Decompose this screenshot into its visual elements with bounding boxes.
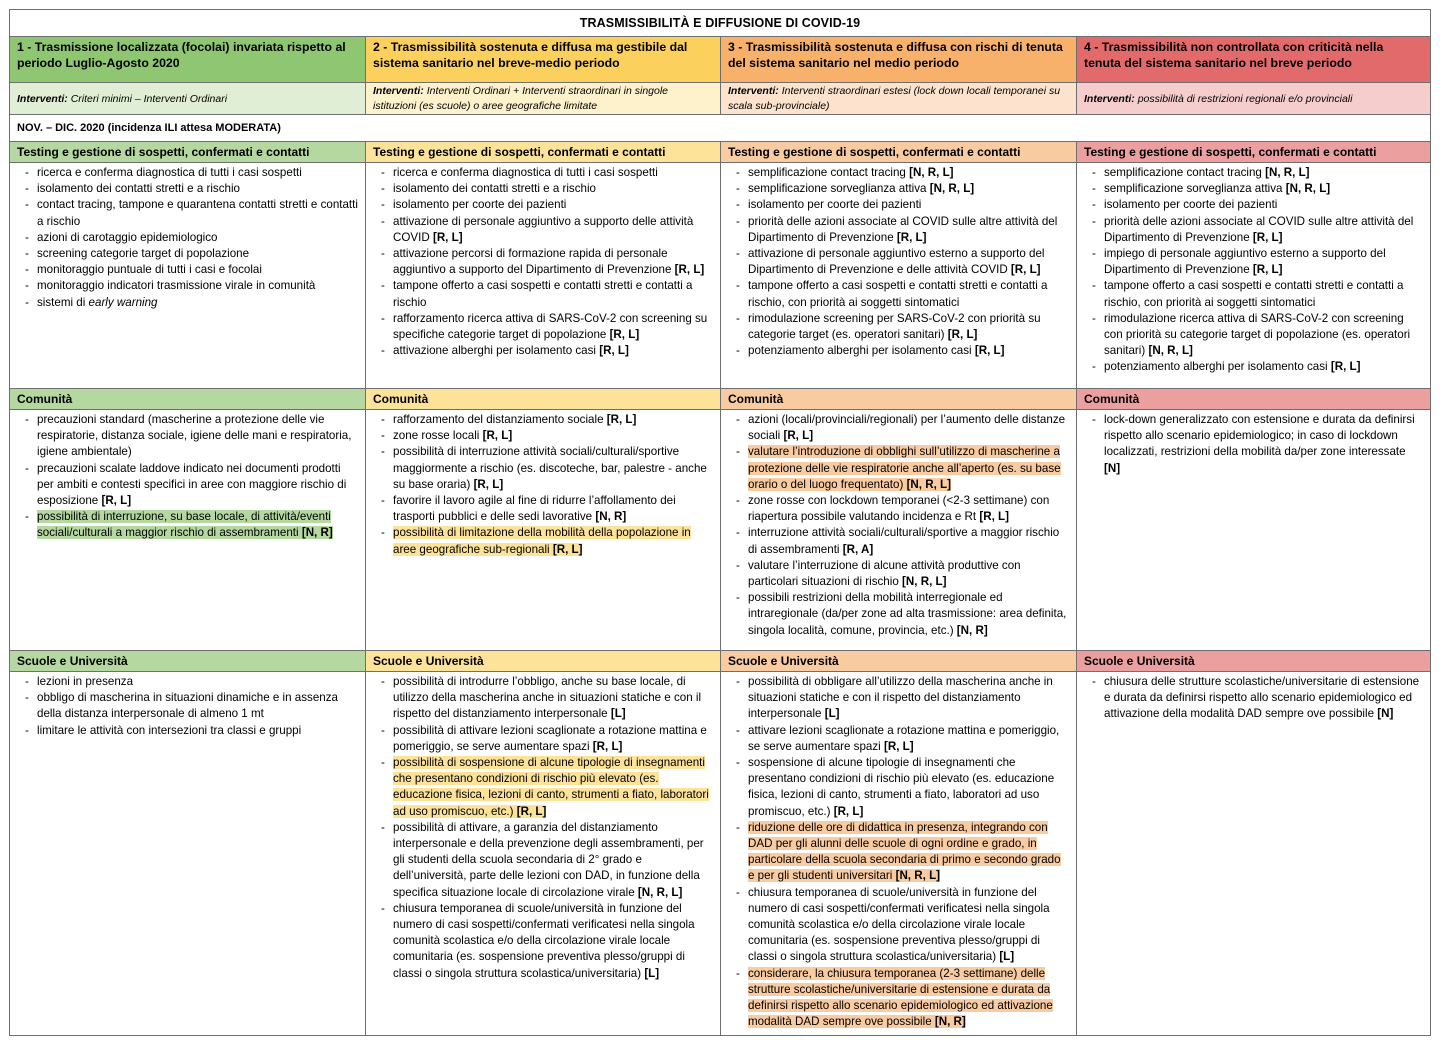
measure-item [733,820,1070,885]
measure-description: attivare lezioni scaglionate a rotazione mattina e pomeriggio, se serve aumentare spazi [748,723,1060,753]
measure-text [748,344,1004,357]
measure-item [378,755,714,820]
interventions-row [10,83,1430,115]
measures-list [721,410,1076,639]
competence-tag: [R, L] [552,542,583,556]
measure-text [748,967,1053,1029]
measure-description: ricerca e conferma diagnostica di tutti i casi sospetti [393,166,658,179]
measure-description: rafforzamento del distanziamento sociale [393,413,607,426]
competence-tag: [R, L] [432,230,463,244]
measure-text [37,413,351,458]
measure-text [393,166,658,179]
competence-tag: [N, R] [956,623,988,637]
competence-tag: [N, R] [595,510,627,524]
measure-text [393,279,692,308]
measure-text [37,691,338,720]
measures-list [366,410,720,558]
measure-text [748,312,1041,341]
measure-item [22,181,359,197]
measure-item [22,230,359,246]
competence-tag: [R, L] [979,510,1009,524]
measure-description: tampone offerto a casi sospetti e contatti stretti e contatti a rischio, con priorità ai soggetti sintomatici [1104,279,1404,309]
competence-tag: [N, R, L] [637,885,683,899]
measure-item [378,493,714,525]
measure-text [37,724,301,737]
measure-description: possibilità di sospensione di alcune tipologie di insegnamenti che presentano condizioni di rischio più elevato (es. educazione fisica, lezioni di canto, strumenti a fiato, laboratori ad uso promiscuo, etc.) [393,756,709,818]
competence-tag: [N, R] [934,1015,966,1029]
measure-item [378,197,714,213]
section-body-row-testing [10,163,1430,389]
measure-item [733,590,1070,639]
measure-description: possibili restrizioni della mobilità interregionale ed intraregionale (da/per zone ad alta trasmissione: area definita, singola località, comune, provincia, etc.) [748,591,1067,637]
measure-text [748,494,1049,523]
section-heading: Comunità [366,389,721,410]
competence-tag: [R, L] [482,429,513,443]
measures-cell [10,410,366,651]
measures-cell [1077,163,1430,389]
measure-text [748,526,1059,555]
measure-text [37,231,217,244]
covid-scenario-table [9,9,1431,1036]
period-label: NOV. – DIC. 2020 (incidenza ILI attesa MODERATA) [10,115,1430,142]
measure-text [748,445,1061,490]
competence-tag: [N, R, L] [906,477,951,491]
measure-description: isolamento per coorte dei pazienti [1104,198,1278,212]
measure-text [393,429,512,442]
measure-description: rimodulazione ricerca attiva di SARS-CoV-2 con screening con priorità su categorie target di popolazione (es. operatori sanitari) [1104,311,1411,358]
measure-item [733,558,1070,590]
measure-description: interruzione attività sociali/culturali/sportive a maggior rischio di assembramenti [748,526,1060,556]
measure-text [1104,360,1360,373]
measure-text [748,724,1059,753]
measure-description: lock-down generalizzato con estensione e durata da definirsi rispetto allo scenario epidemiologico; in caso di lockdown localizzati, restrizioni della mobilità da/per zone interessate [1104,413,1415,459]
scenario-1-interventions [10,83,366,115]
section-body-row-schools [10,672,1430,1036]
measure-item [733,412,1070,444]
measure-item [733,197,1070,213]
measure-description: isolamento dei contatti stretti e a rischio [393,182,596,196]
competence-tag: [R, L] [883,739,914,753]
section-heading: Scuole e Università [1077,651,1430,672]
measure-item [1089,246,1424,278]
competence-tag: [L] [999,950,1015,964]
measures-list [1077,672,1430,723]
measure-text [37,263,262,276]
measure-text [748,166,954,179]
section-heading: Testing e gestione di sospetti, confermati e contatti [366,142,721,163]
competence-tag: [R, L] [674,263,705,277]
measure-text [393,344,629,357]
competence-tag: [R, L] [609,328,640,342]
measure-description: isolamento per coorte dei pazienti [748,198,922,212]
measure-text [393,215,693,244]
measure-description: potenziamento alberghi per isolamento casi [748,344,975,358]
document-title: TRASMISSIBILITÀ E DIFFUSIONE DI COVID-19 [10,10,1430,37]
scenario-3-interventions [721,83,1077,115]
measure-text [748,675,1053,720]
measures-list [1077,410,1430,477]
measure-item [1089,412,1424,477]
measure-text [37,675,133,688]
measure-description: chiusura temporanea di scuole/università in funzione del numero di casi sospetti/confermati verificatesi nella singola comunità scolastica e/o della circolazione virale locale comunitaria (es. sospensione preventiva plesso/gruppi di classi o singola struttura scolastica/universitaria) [748,885,1050,964]
competence-tag: [R, L] [599,344,629,358]
scenario-2-heading: 2 - Trasmissibilità sostenuta e diffusa ma gestibile dal sistema sanitario nel breve-medio periodo [366,37,721,83]
measure-item [22,509,359,541]
measure-text [1104,215,1413,244]
measure-item [378,901,714,982]
measure-description: tampone offerto a casi sospetti e contatti stretti e contatti a rischio [393,279,693,309]
measure-item [733,343,1070,359]
measure-item [378,214,714,246]
measure-description: azioni (locali/provinciali/regionali) per l’aumento delle distanze sociali [748,413,1066,443]
measure-item [22,246,359,262]
measure-text [748,591,1066,636]
measure-item [378,525,714,557]
measure-item [1089,278,1424,310]
measure-item [1089,181,1424,197]
section-heading-row-testing [10,142,1430,163]
measure-item [733,674,1070,723]
measure-description: possibilità di attivare, a garanzia del distanziamento interpersonale e della prevenzione degli assembramenti, per gli studenti della scuola secondaria di 2° grado e dell’università, parte delle lezioni con DAD, in funzione della specifica situazione locale di circolazione virale [393,820,704,899]
measure-description: potenziamento alberghi per isolamento casi [1104,360,1331,374]
measures-cell [1077,672,1430,1036]
measure-item [1089,359,1424,375]
measure-item [1089,311,1424,360]
measure-text [393,821,704,899]
measure-text [748,413,1065,442]
measure-description: attivazione di personale aggiuntivo a supporto delle attività COVID [393,214,694,244]
measure-description: semplificazione contact tracing [748,166,910,179]
measure-item [733,278,1070,310]
measure-description: valutare l’interruzione di alcune attività produttive con particolari situazioni di rischio [748,558,1021,589]
competence-tag: [R, L] [516,804,547,818]
measure-item [378,444,714,493]
measure-text [393,198,566,211]
measure-description: possibilità di interruzione, su base locale, di attività/eventi sociali/culturali a maggior rischio di assembramenti [37,510,331,540]
scenario-2-interventions [366,83,721,115]
competence-tag: [L] [610,707,626,721]
measure-description: attivazione di personale aggiuntivo esterno a supporto del Dipartimento di Prevenzione e delle attività COVID [748,247,1045,277]
competence-tag: [R, L] [101,494,132,508]
measure-description: priorità delle azioni associate al COVID sulle altre attività del Dipartimento di Prevenzione [748,214,1058,244]
competence-tag: [R, L] [1010,263,1041,277]
measure-item [733,723,1070,755]
measure-description: precauzioni scalate laddove indicato nei documenti prodotti per ambiti e contesti specifici in aree con maggiore rischio di esposizione [37,461,347,508]
measure-text [393,902,695,980]
measure-text [748,247,1044,276]
measure-description: contact tracing, tampone e quarantena contatti stretti e contatti a rischio [37,198,358,228]
interventions-text: Interventi straordinari estesi (lock down locali temporanei su scala sub-provinciale) [728,85,1061,112]
measure-text [393,445,707,490]
measure-item [733,181,1070,197]
measure-description: attivazione percorsi di formazione rapida di personale aggiuntivo a supporto del Dipartimento di Prevenzione [393,247,675,277]
scenario-headings-row [10,37,1430,83]
measures-list [366,163,720,359]
measure-item [733,966,1070,1031]
measure-item [22,412,359,461]
period-row [10,115,1430,142]
measure-description: limitare le attività con intersezioni tra classi e gruppi [37,723,302,737]
measure-text [748,559,1021,588]
measure-item [733,311,1070,343]
measure-text [1104,182,1330,195]
measure-description: possibilità di introdurre l’obbligo, anche su base locale, di utilizzo della mascherina anche in situazioni statiche e con il rispetto del distanziamento interpersonale [393,675,702,721]
measure-item [22,262,359,278]
measure-description: rimodulazione screening per SARS-CoV-2 con priorità su categorie target (es. operatori sanitari) [748,311,1041,342]
measure-item [378,820,714,901]
section-heading: Scuole e Università [10,651,366,672]
measure-description: rafforzamento ricerca attiva di SARS-CoV-2 con screening su specifiche categorie target di popolazione [393,311,708,342]
competence-tag: [N, R, L] [902,575,947,589]
measure-item [22,278,359,294]
title-row [10,10,1430,37]
competence-tag: [N] [1377,707,1394,721]
measure-description: valutare l’introduzione di obblighi sull’utilizzo di mascherine a protezione delle vie respiratorie anche all’aperto (es. su base orario o del luogo frequentato) [748,445,1061,491]
measure-description: sistemi di [37,295,89,309]
measures-cell [10,163,366,389]
measures-cell [366,672,721,1036]
measure-text [37,279,315,292]
measure-text [37,510,333,539]
measure-text [37,166,302,179]
measure-description: obbligo di mascherina in situazioni dinamiche e in assenza della distanza interpersonale di almeno 1 mt [37,691,338,721]
measure-description: monitoraggio indicatori trasmissione virale in comunità [37,279,316,293]
measure-description: possibilità di attivare lezioni scaglionate a rotazione mattina e pomeriggio, se serve aumentare spazi [393,723,707,753]
measure-description: favorire il lavoro agile al fine di ridurre l’affollamento dei trasporti pubblici e delle sedi lavorative [393,494,676,524]
measure-text [1104,198,1277,211]
competence-tag: [R, L] [606,413,637,426]
competence-tag: [N, R, L] [929,182,975,196]
measure-text [37,182,240,195]
measures-cell [1077,410,1430,651]
measure-item [378,343,714,359]
section-heading: Scuole e Università [721,651,1077,672]
measure-text [748,886,1050,964]
interventions-text: Interventi Ordinari + Interventi straordinari in singole istituzioni (es scuole) o aree geografiche limitate [373,85,669,112]
measures-list [10,410,365,542]
measure-text [37,247,249,260]
section-heading-row-community [10,389,1430,410]
measure-text [393,182,596,195]
measure-description: priorità delle azioni associate al COVID sulle altre attività del Dipartimento di Prevenzione [1104,214,1414,244]
section-heading: Testing e gestione di sospetti, confermati e contatti [10,142,366,163]
competence-tag: [N, R, L] [1285,182,1331,196]
measure-item [1089,674,1424,723]
measures-list [10,672,365,739]
measure-text [748,215,1057,244]
section-heading-row-schools [10,651,1430,672]
measure-item [1089,165,1424,181]
measure-text [37,462,346,507]
measure-item [378,412,714,428]
section-heading: Comunità [10,389,366,410]
measure-description: possibilità di interruzione attività sociali/culturali/sportive maggiormente a rischio (es. discoteche, bar, palestre - anche su base oraria) [393,445,707,491]
competence-tag: [R, A] [842,542,874,556]
measure-description: riduzione delle ore di didattica in presenza, integrando con DAD per gli alunni delle scuole di ogni ordine e grado, in particolare della scuola secondaria di primo e secondo grado e per gli studenti universitari [748,820,1061,883]
measures-cell [366,410,721,651]
measure-description: precauzioni standard (mascherine a protezione delle vie respiratorie, distanza sociale, igiene delle mani e respiratoria, igiene ambientale) [37,413,352,459]
measure-item [733,444,1070,493]
measure-item [22,165,359,181]
measures-list [1077,163,1430,376]
scenario-3-heading: 3 - Trasmissibilità sostenuta e diffusa con rischi di tenuta del sistema sanitario nel medio periodo [721,37,1077,83]
measure-description: lezioni in presenza [37,675,134,688]
measure-description: possibilità di limitazione della mobilità della popolazione in aree geografiche sub-regionali [393,526,691,556]
scenario-4-interventions [1077,83,1430,115]
measure-description: isolamento per coorte dei pazienti [393,198,567,212]
interventions-label: Interventi: [373,85,424,97]
measures-list [10,163,365,311]
measure-text [748,198,921,211]
measure-item [378,674,714,723]
competence-tag: [R, L] [833,804,864,818]
measure-item [22,723,359,739]
competence-tag: [N, R, L] [1148,344,1193,358]
measure-item [733,214,1070,246]
measure-description: possibilità di obbligare all’utilizzo della mascherina anche in situazioni statiche e con il rispetto del distanziamento interpersonale [748,675,1053,721]
measures-cell [721,410,1077,651]
competence-tag: [R, L] [947,328,978,342]
measure-item [378,428,714,444]
measure-description: zone rosse locali [393,429,483,443]
measure-text [1104,247,1386,276]
measure-text [393,413,636,426]
measure-item [378,278,714,310]
interventions-label: Interventi: [17,92,68,105]
competence-tag: [N, R, L] [1265,166,1310,179]
interventions-label: Interventi: [1084,92,1135,105]
measure-item [733,493,1070,525]
measure-text [1104,279,1403,308]
measure-description: azioni di carotaggio epidemiologico [37,230,218,244]
competence-tag: [R, L] [1252,263,1283,277]
measure-item [378,246,714,278]
measure-item [378,181,714,197]
competence-tag: [N] [1104,461,1121,475]
measures-cell [721,163,1077,389]
measure-item [733,755,1070,820]
interventions-text: Criteri minimi – Interventi Ordinari [70,92,228,105]
measure-description: monitoraggio puntuale di tutti i casi e focolai [37,263,262,277]
measure-text [748,756,1054,818]
measure-description: considerare, la chiusura temporanea (2-3 settimane) delle strutture scolastiche/universitarie di estensione e durata da definirsi rispetto allo scenario epidemiologico ed attivazione modalità DAD sempre ove possibile [748,966,1053,1029]
section-heading: Testing e gestione di sospetti, confermati e contatti [721,142,1077,163]
measure-description: attivazione alberghi per isolamento casi [393,344,600,358]
measure-text [393,675,701,720]
measures-cell [721,672,1077,1036]
competence-tag: [L] [644,966,660,980]
measure-text [1104,312,1410,357]
competence-tag: [N, R, L] [895,869,941,883]
measures-list [366,672,720,982]
competence-tag: [R, L] [896,230,927,244]
measures-cell [10,672,366,1036]
measure-text [393,724,707,753]
measure-description: tampone offerto a casi sospetti e contatti stretti e contatti a rischio, con priorità ai soggetti sintomatici [748,279,1048,309]
scenario-1-heading: 1 - Trasmissione localizzata (focolai) invariata rispetto al periodo Luglio-Agosto 2020 [10,37,366,83]
competence-tag: [L] [824,707,840,721]
measure-description: semplificazione sorveglianza attiva [1104,182,1286,196]
measure-text [1104,413,1415,475]
competence-tag: [N, R, L] [909,166,954,179]
section-body-row-community [10,410,1430,651]
competence-tag: [R, L] [592,739,623,753]
section-heading: Comunità [721,389,1077,410]
competence-tag: [R, L] [1330,360,1361,374]
measure-text [393,312,707,341]
measures-cell [366,163,721,389]
measure-text [748,279,1047,308]
section-heading: Testing e gestione di sospetti, confermati e contatti [1077,142,1430,163]
measure-text [393,247,704,276]
measure-text [37,296,158,309]
measures-list [721,163,1076,359]
measure-text [393,756,709,818]
measure-item [733,525,1070,557]
measure-text [393,526,691,555]
measures-list [721,672,1076,1030]
measure-description: ricerca e conferma diagnostica di tutti i casi sospetti [37,166,302,179]
measure-description: screening categorie target di popolazione [37,247,250,261]
measure-text [748,182,974,195]
competence-tag: [R, L] [783,429,814,443]
measure-description: sospensione di alcune tipologie di insegnamenti che presentano condizioni di rischio più elevato (es. educazione fisica, lezioni di canto, strumenti a fiato, laboratori ad uso promiscuo, etc.) [748,756,1055,818]
measure-description: chiusura temporanea di scuole/università in funzione del numero di casi sospetti/confermati verificatesi nella singola comunità scolastica e/o della circolazione virale locale comunitaria (es. sospensione preventiva plesso/gruppi di classi o singola struttura scolastica/universitaria) [393,901,695,980]
measure-description: isolamento dei contatti stretti e a rischio [37,182,240,196]
measure-item [22,461,359,510]
measure-text [37,198,358,227]
measure-item [733,165,1070,181]
competence-tag: [R, L] [1252,230,1283,244]
competence-tag: [N, R] [301,526,333,540]
measure-description: semplificazione contact tracing [1104,166,1266,179]
measure-item [378,723,714,755]
measure-item [22,197,359,229]
measure-description: semplificazione sorveglianza attiva [748,182,930,196]
measure-item [733,885,1070,966]
interventions-label: Interventi: [728,85,779,97]
measure-description: impiego di personale aggiuntivo esterno a supporto del Dipartimento di Prevenzione [1104,247,1386,277]
measure-emphasis: early warning [88,295,158,309]
section-heading: Scuole e Università [366,651,721,672]
measure-description: zone rosse con lockdown temporanei (<2-3 settimane) con riapertura possibile valutando incidenza e Rt [748,494,1050,524]
measure-text [1104,166,1310,179]
measure-item [1089,197,1424,213]
measure-item [378,311,714,343]
interventions-text: possibilità di restrizioni regionali e/o provinciali [1137,92,1353,105]
measure-item [378,165,714,181]
competence-tag: [R, L] [473,477,504,491]
section-heading: Comunità [1077,389,1430,410]
measure-text [1104,675,1419,720]
competence-tag: [R, L] [974,344,1005,358]
scenario-4-heading: 4 - Trasmissibilità non controllata con criticità nella tenuta del sistema sanitario nel breve periodo [1077,37,1430,83]
measure-text [748,821,1061,883]
measure-item [1089,214,1424,246]
measure-item [733,246,1070,278]
measure-description: chiusura delle strutture scolastiche/universitarie di estensione e durata da definirsi rispetto allo scenario epidemiologico ed attivazione della modalità DAD sempre ove possibile [1104,675,1420,721]
measure-item [22,674,359,690]
measure-item [22,295,359,311]
measure-text [393,494,676,523]
measure-item [22,690,359,722]
